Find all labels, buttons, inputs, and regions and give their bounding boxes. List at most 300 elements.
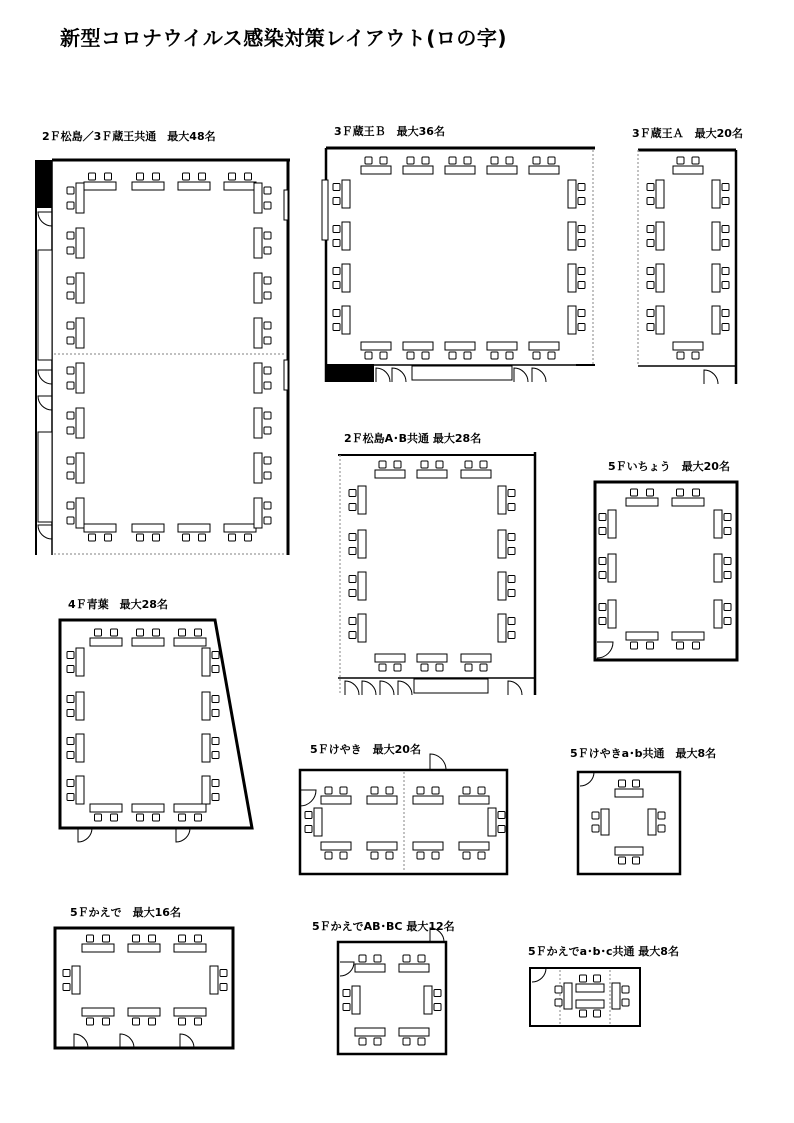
table (403, 342, 433, 350)
room-label-kaede-abc: 5Ｆかえでa･b･c共通 最大8名 (528, 945, 679, 958)
table (84, 182, 116, 190)
table (615, 847, 643, 855)
chair (647, 198, 654, 205)
table-unit (712, 180, 729, 208)
chair (89, 534, 96, 541)
table-unit (403, 157, 433, 174)
table (90, 804, 122, 812)
window (284, 190, 288, 220)
table (672, 632, 704, 640)
table (174, 944, 206, 952)
table-unit (672, 489, 704, 506)
table (568, 222, 576, 250)
table (673, 342, 703, 350)
table-unit (355, 1028, 385, 1045)
table (399, 1028, 429, 1036)
table (612, 983, 620, 1009)
table-unit (592, 809, 609, 835)
chair (394, 664, 401, 671)
door-swing (532, 968, 546, 982)
chair (508, 534, 515, 541)
table (76, 498, 84, 528)
chair (229, 534, 236, 541)
table (202, 692, 210, 720)
table-unit (568, 264, 585, 292)
table-unit (459, 787, 489, 804)
chair (580, 975, 587, 982)
chair (724, 514, 731, 521)
chair (578, 184, 585, 191)
table (648, 809, 656, 835)
table-unit (210, 966, 227, 994)
table-unit (321, 842, 351, 859)
table-unit (568, 306, 585, 334)
chair (87, 1018, 94, 1025)
table (498, 486, 506, 514)
chair (422, 352, 429, 359)
chair (506, 157, 513, 164)
table-unit (576, 1000, 604, 1017)
chair (599, 558, 606, 565)
room-label-keyaki-ab: 5Ｆけやきa･b共通 最大8名 (570, 747, 717, 760)
table (656, 306, 664, 334)
chair (264, 472, 271, 479)
table-unit (349, 530, 366, 558)
chair (724, 618, 731, 625)
chair (195, 814, 202, 821)
door-swing (392, 368, 406, 382)
chair (380, 352, 387, 359)
chair (417, 852, 424, 859)
chair (179, 1018, 186, 1025)
chair (622, 986, 629, 993)
chair (67, 277, 74, 284)
table-unit (349, 572, 366, 600)
chair (67, 472, 74, 479)
chair (374, 955, 381, 962)
table (445, 166, 475, 174)
chair (436, 664, 443, 671)
chair (103, 1018, 110, 1025)
door-swing (430, 754, 446, 770)
chair (137, 629, 144, 636)
chair (677, 352, 684, 359)
table (712, 222, 720, 250)
table (367, 796, 397, 804)
table (375, 470, 405, 478)
chair (724, 572, 731, 579)
chair (333, 268, 340, 275)
table-unit (132, 524, 164, 541)
chair (480, 461, 487, 468)
chair (325, 787, 332, 794)
table (76, 363, 84, 393)
door-swing (380, 681, 394, 695)
table-unit (67, 183, 84, 213)
chair (137, 814, 144, 821)
chair (371, 852, 378, 859)
chair (264, 412, 271, 419)
table-unit (647, 180, 664, 208)
chair (195, 1018, 202, 1025)
chair (63, 970, 70, 977)
chair (548, 157, 555, 164)
table (461, 470, 491, 478)
table (174, 638, 206, 646)
chair (220, 984, 227, 991)
table (358, 614, 366, 642)
chair (498, 826, 505, 833)
table-unit (321, 787, 351, 804)
chair (264, 427, 271, 434)
table (132, 524, 164, 532)
chair (580, 1010, 587, 1017)
chair (578, 324, 585, 331)
room-label-zao-a: 3Ｆ蔵王Ａ 最大20名 (632, 127, 743, 140)
chair (149, 935, 156, 942)
table-unit (254, 273, 271, 303)
chair (212, 696, 219, 703)
chair (149, 1018, 156, 1025)
table-unit (461, 461, 491, 478)
table-unit (202, 692, 219, 720)
chair (179, 814, 186, 821)
table (498, 572, 506, 600)
table (254, 498, 262, 528)
table (355, 1028, 385, 1036)
chair (365, 352, 372, 359)
chair (578, 282, 585, 289)
chair (67, 696, 74, 703)
table (76, 408, 84, 438)
table-unit (67, 453, 84, 483)
table-unit (333, 222, 350, 250)
chair (245, 534, 252, 541)
table-unit (174, 1008, 206, 1025)
chair (111, 814, 118, 821)
chair (386, 787, 393, 794)
door-swing (120, 1034, 134, 1048)
table (568, 264, 576, 292)
table (712, 180, 720, 208)
chair (508, 490, 515, 497)
chair (677, 489, 684, 496)
chair (359, 1038, 366, 1045)
table (608, 600, 616, 628)
room-matsushima-ab (338, 452, 535, 695)
chair (264, 457, 271, 464)
table-unit (555, 983, 572, 1009)
table (656, 180, 664, 208)
chair (508, 632, 515, 639)
chair (506, 352, 513, 359)
chair (724, 528, 731, 535)
table-unit (202, 734, 219, 762)
table (403, 166, 433, 174)
table-unit (672, 632, 704, 649)
table (355, 964, 385, 972)
chair (67, 367, 74, 374)
chair (422, 157, 429, 164)
table-unit (67, 692, 84, 720)
chair (264, 322, 271, 329)
chair (677, 157, 684, 164)
chair (464, 352, 471, 359)
room-label-zao-b: 3Ｆ蔵王Ｂ 最大36名 (334, 125, 445, 138)
window (38, 250, 52, 360)
chair (592, 825, 599, 832)
table (413, 796, 443, 804)
chair (199, 534, 206, 541)
table (608, 554, 616, 582)
chair (508, 590, 515, 597)
chair (371, 787, 378, 794)
table (568, 180, 576, 208)
chair (533, 157, 540, 164)
table-unit (333, 264, 350, 292)
table (76, 734, 84, 762)
chair (264, 202, 271, 209)
chair (722, 240, 729, 247)
table (608, 510, 616, 538)
table-unit (445, 157, 475, 174)
table-unit (132, 804, 164, 821)
chair (264, 232, 271, 239)
table-unit (67, 228, 84, 258)
table (174, 1008, 206, 1016)
door-swing (514, 368, 528, 382)
table (358, 530, 366, 558)
window (38, 432, 52, 522)
door-swing (532, 368, 546, 382)
chair (533, 352, 540, 359)
chair (67, 457, 74, 464)
chair (599, 572, 606, 579)
chair (333, 184, 340, 191)
table (714, 510, 722, 538)
chair (677, 642, 684, 649)
table (656, 264, 664, 292)
door-swing (362, 681, 376, 695)
door-swing (580, 772, 594, 786)
chair (633, 857, 640, 864)
table-unit (529, 157, 559, 174)
chair (212, 752, 219, 759)
table-unit (714, 510, 731, 538)
chair (264, 382, 271, 389)
chair (421, 664, 428, 671)
table-unit (375, 461, 405, 478)
chair (305, 812, 312, 819)
chair (594, 975, 601, 982)
chair (199, 173, 206, 180)
table-unit (647, 222, 664, 250)
chair (722, 324, 729, 331)
chair (465, 461, 472, 468)
table-unit (568, 222, 585, 250)
chair (594, 1010, 601, 1017)
chair (349, 490, 356, 497)
door-swing (398, 681, 412, 695)
chair (555, 986, 562, 993)
chair (463, 852, 470, 859)
table (673, 166, 703, 174)
chair (647, 240, 654, 247)
table-unit (254, 498, 271, 528)
chair (722, 184, 729, 191)
table-unit (498, 486, 515, 514)
table-unit (254, 228, 271, 258)
window (412, 366, 512, 380)
table-unit (67, 776, 84, 804)
table-unit (254, 408, 271, 438)
table-unit (459, 842, 489, 859)
chair (498, 812, 505, 819)
table-unit (612, 983, 629, 1009)
table-unit (67, 273, 84, 303)
table-unit (498, 614, 515, 642)
table-unit (254, 363, 271, 393)
chair (349, 618, 356, 625)
table-unit (174, 935, 206, 952)
table (254, 408, 262, 438)
chair (229, 173, 236, 180)
chair (647, 282, 654, 289)
chair (658, 825, 665, 832)
chair (212, 666, 219, 673)
chair (105, 173, 112, 180)
chair (436, 461, 443, 468)
room-kaede (55, 928, 233, 1048)
room-label-matsushima-ab: 2Ｆ松島A･B共通 最大28名 (344, 432, 482, 445)
chair (418, 955, 425, 962)
chair (333, 226, 340, 233)
chair (95, 629, 102, 636)
table-unit (67, 363, 84, 393)
chair (103, 935, 110, 942)
table (712, 306, 720, 334)
chair (722, 198, 729, 205)
chair (578, 198, 585, 205)
chair (212, 738, 219, 745)
chair (212, 794, 219, 801)
chair (418, 1038, 425, 1045)
table-unit (498, 530, 515, 558)
door-swing (508, 681, 522, 695)
window (414, 679, 488, 693)
window (284, 360, 288, 390)
table-unit (445, 342, 475, 359)
chair (105, 534, 112, 541)
chair (264, 337, 271, 344)
door-swing (345, 681, 359, 695)
pillar (36, 160, 52, 208)
door-swing (430, 928, 444, 942)
chair (183, 173, 190, 180)
table (626, 498, 658, 506)
chair (508, 618, 515, 625)
window (322, 180, 328, 240)
table-unit (254, 183, 271, 213)
chair (417, 787, 424, 794)
chair (67, 202, 74, 209)
table-unit (224, 173, 256, 190)
chair (67, 652, 74, 659)
chair (631, 642, 638, 649)
table (72, 966, 80, 994)
table-unit (82, 935, 114, 952)
table (714, 600, 722, 628)
table (254, 318, 262, 348)
chair (478, 852, 485, 859)
chair (67, 502, 74, 509)
chair (63, 984, 70, 991)
room-kaede-abc (530, 968, 640, 1026)
chair (478, 787, 485, 794)
chair (578, 240, 585, 247)
chair (153, 173, 160, 180)
chair (67, 232, 74, 239)
chair (722, 282, 729, 289)
room-wall (578, 772, 680, 874)
table (254, 228, 262, 258)
table-unit (413, 787, 443, 804)
table-unit (417, 654, 447, 671)
chair (692, 352, 699, 359)
table-unit (361, 157, 391, 174)
chair (89, 173, 96, 180)
table-unit (254, 318, 271, 348)
chair (137, 534, 144, 541)
door-swing (38, 396, 52, 410)
chair (212, 710, 219, 717)
table (321, 796, 351, 804)
table-unit (224, 524, 256, 541)
chair (647, 489, 654, 496)
table (76, 692, 84, 720)
room-wall (60, 620, 252, 828)
table (128, 1008, 160, 1016)
room-label-icho: 5Ｆいちょう 最大20名 (608, 460, 730, 473)
table (132, 182, 164, 190)
table (254, 453, 262, 483)
chair (508, 576, 515, 583)
table (202, 734, 210, 762)
table-unit (174, 629, 206, 646)
chair (548, 352, 555, 359)
table (76, 183, 84, 213)
chair (578, 226, 585, 233)
chair (333, 198, 340, 205)
chair (692, 157, 699, 164)
door-swing (597, 642, 613, 658)
table (529, 166, 559, 174)
chair (67, 412, 74, 419)
table (76, 648, 84, 676)
chair (647, 324, 654, 331)
chair (464, 157, 471, 164)
table (375, 654, 405, 662)
room-label-aoba: 4Ｆ青葉 最大28名 (68, 598, 168, 611)
chair (67, 382, 74, 389)
chair (555, 999, 562, 1006)
table-unit (488, 808, 505, 836)
chair (349, 576, 356, 583)
table (487, 342, 517, 350)
table (529, 342, 559, 350)
door-swing (300, 790, 316, 806)
table-unit (361, 342, 391, 359)
